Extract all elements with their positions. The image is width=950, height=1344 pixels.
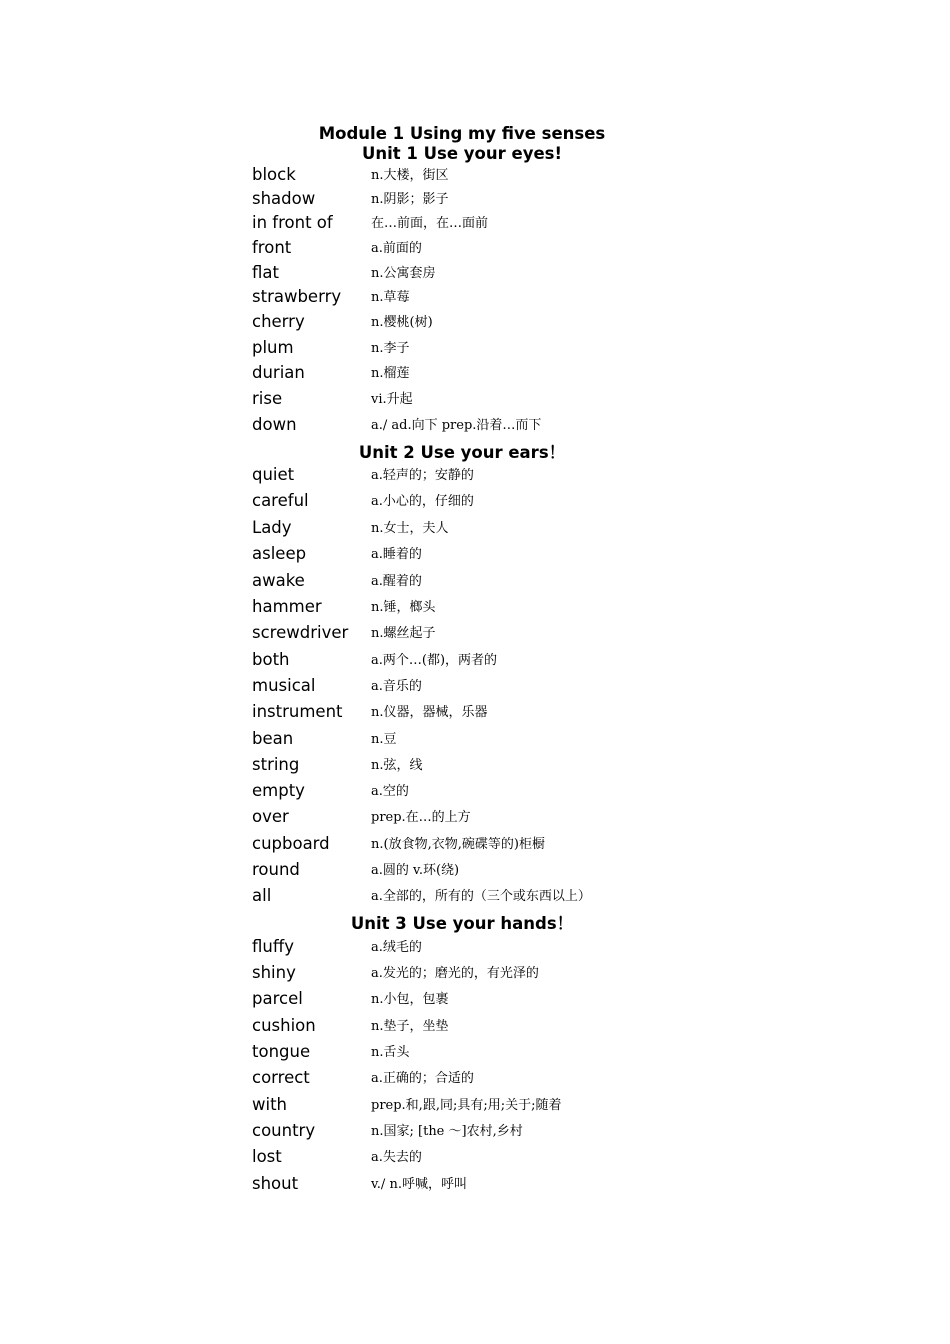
vocab-word: cushion — [252, 1016, 316, 1035]
vocab-definition: prep.和,跟,同;具有;用;关于;随着 — [371, 1098, 562, 1113]
vocab-word: flat — [252, 263, 279, 282]
vocab-word: strawberry — [252, 287, 342, 306]
vocab-word: tongue — [252, 1042, 311, 1061]
vocab-definition: n.垫子，坐垫 — [371, 1019, 449, 1034]
vocab-word: cherry — [252, 312, 305, 331]
vocab-word: plum — [252, 338, 294, 357]
vocab-definition: a.发光的；磨光的，有光泽的 — [371, 966, 539, 981]
unit-3-heading: Unit 3 Use your hands！ — [350, 914, 574, 933]
vocab-word: with — [252, 1095, 288, 1114]
vocab-definition: a.失去的 — [371, 1150, 422, 1165]
vocab-definition: a.前面的 — [371, 241, 422, 256]
vocab-word: hammer — [252, 597, 322, 616]
vocab-definition: n.阴影；影子 — [371, 192, 449, 207]
vocab-word: both — [252, 650, 290, 669]
vocab-definition: a.空的 — [371, 784, 409, 799]
vocab-word: parcel — [252, 989, 303, 1008]
vocab-definition: n.仪器，器械，乐器 — [371, 705, 488, 720]
vocab-definition: n.(放食物,衣物,碗碟等的)柜橱 — [371, 837, 545, 852]
vocab-word: Lady — [252, 518, 292, 537]
vocab-definition: n.小包，包裹 — [371, 992, 449, 1007]
vocab-definition: a.轻声的；安静的 — [371, 468, 474, 483]
vocab-definition: n.公寓套房 — [371, 266, 436, 281]
vocab-word: asleep — [252, 544, 307, 563]
vocab-word: instrument — [252, 702, 343, 721]
vocab-definition: n.舌头 — [371, 1045, 410, 1060]
unit-1-heading: Unit 1 Use your eyes! — [361, 144, 562, 163]
vocab-definition: n.弦，线 — [371, 758, 423, 773]
vocab-word: cupboard — [252, 834, 330, 853]
vocab-definition: a.绒毛的 — [371, 940, 422, 955]
vocab-definition: n.草莓 — [371, 290, 410, 305]
vocab-definition: n.榴莲 — [371, 366, 410, 381]
vocab-definition: a.正确的；合适的 — [371, 1071, 474, 1086]
vocab-word: shadow — [252, 189, 316, 208]
vocab-word: front — [252, 238, 292, 257]
module-title: Module 1 Using my five senses — [318, 124, 606, 143]
vocab-word: bean — [252, 729, 294, 748]
vocab-word: all — [252, 886, 272, 905]
vocab-definition: n.大楼，街区 — [371, 168, 449, 183]
vocab-word: musical — [252, 676, 316, 695]
vocab-word: awake — [252, 571, 305, 590]
vocab-word: fluffy — [252, 937, 294, 956]
vocab-definition: n.锤，榔头 — [371, 600, 436, 615]
unit-2-heading: Unit 2 Use your ears！ — [358, 443, 566, 462]
vocab-definition: a.小心的，仔细的 — [371, 494, 474, 509]
vocab-word: lost — [252, 1147, 282, 1166]
vocab-word: in front of — [252, 213, 333, 232]
vocab-word: screwdriver — [252, 623, 349, 642]
vocab-word: string — [252, 755, 300, 774]
vocab-definition: a.圆的 v.环(绕) — [371, 863, 460, 878]
vocab-word: shiny — [252, 963, 296, 982]
vocab-word: round — [252, 860, 300, 879]
vocab-word: quiet — [252, 465, 295, 484]
vocab-word: correct — [252, 1068, 310, 1087]
vocab-definition: n.女士，夫人 — [371, 521, 449, 536]
vocab-word: careful — [252, 491, 309, 510]
vocab-definition: a./ ad.向下 prep.沿着…而下 — [371, 418, 542, 433]
vocab-definition: vi.升起 — [371, 392, 413, 407]
vocab-word: empty — [252, 781, 305, 800]
vocab-word: country — [252, 1121, 316, 1140]
vocab-word: block — [252, 165, 296, 184]
vocab-definition: n.李子 — [371, 341, 410, 356]
vocab-definition: n.豆 — [371, 732, 397, 747]
vocab-word: shout — [252, 1174, 299, 1193]
vocab-word: durian — [252, 363, 305, 382]
vocab-definition: a.全部的，所有的（三个或东西以上） — [371, 889, 591, 904]
vocab-definition: v./ n.呼喊，呼叫 — [371, 1177, 467, 1192]
vocab-word: over — [252, 807, 289, 826]
vocab-definition: n.樱桃(树) — [371, 315, 433, 330]
vocab-word: rise — [252, 389, 283, 408]
vocab-definition: 在…前面，在…面前 — [371, 216, 489, 231]
vocab-definition: a.音乐的 — [371, 679, 422, 694]
vocab-definition: a.醒着的 — [371, 574, 422, 589]
vocab-definition: a.两个…(都)，两者的 — [371, 653, 498, 668]
vocab-word: down — [252, 415, 297, 434]
vocab-definition: a.睡着的 — [371, 547, 422, 562]
vocab-definition: prep.在…的上方 — [371, 810, 471, 825]
vocab-definition: n.国家; [the ～]农村,乡村 — [371, 1124, 523, 1139]
vocab-definition: n.螺丝起子 — [371, 626, 436, 641]
